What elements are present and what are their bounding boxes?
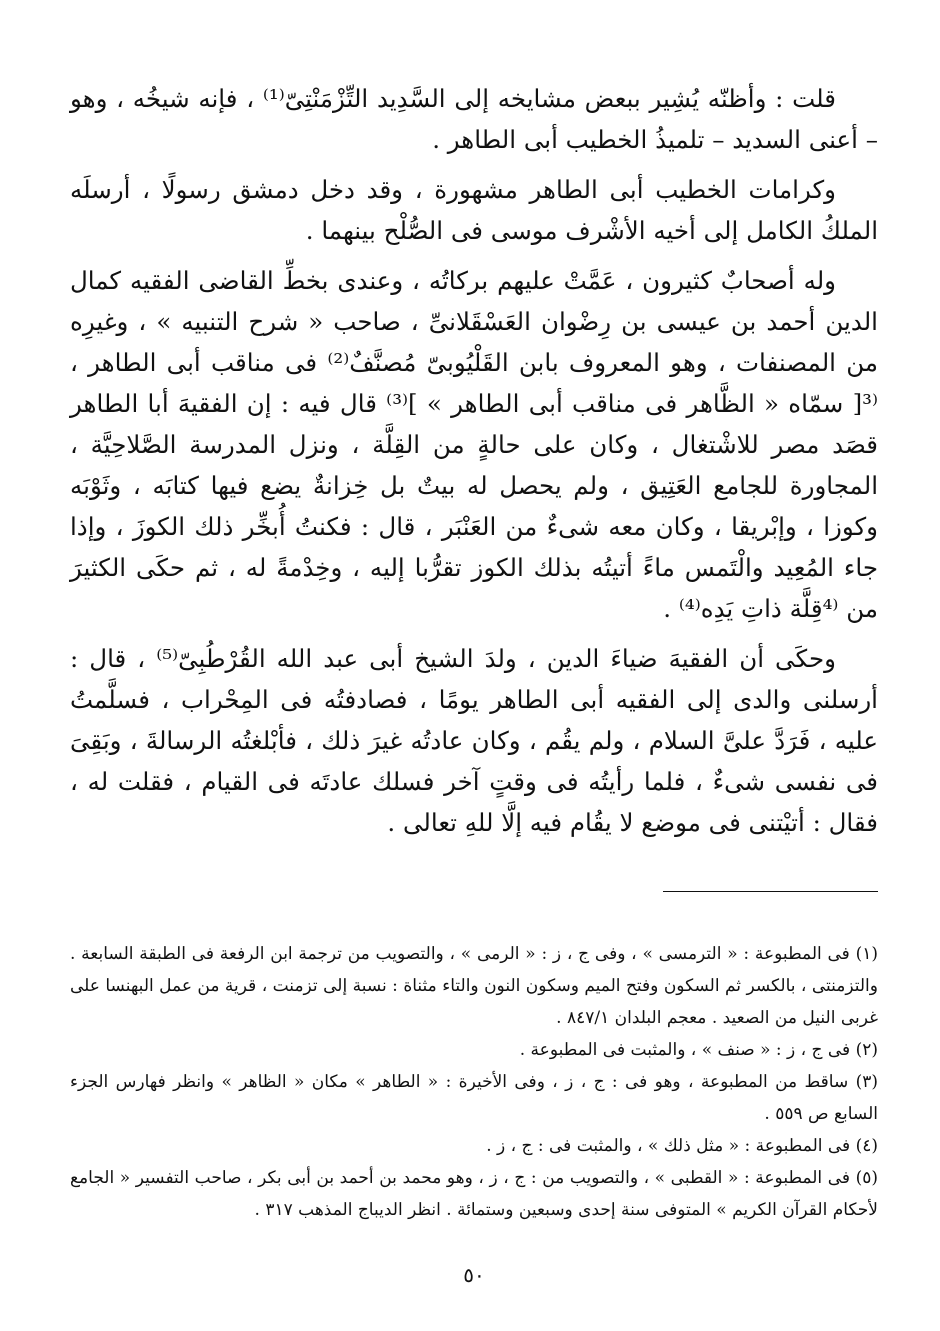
- footnote-3: (٣) ساقط من المطبوعة ، وهو فى : ج ، ز ، وفى الأخيرة : « الطاهر » مكان « الظاهر » وانظر فهارس الجزء السابع ص ٥٥٩ .: [70, 1072, 878, 1124]
- footnote-1: (١) فى المطبوعة : « الترمسى » ، وفى ج ، ز : « الرمى » ، والتصويب من ترجمة ابن الرفعة فى الطبقة السابعة . والتزمنتى ، بالكسر ثم السكون وفتح الميم وسكون النون والتاء مثناة : نسبة إلى تزمنت ، قرية من عمل البهنسا على غربى النيل من الصعيد . معجم البلدان ٨٤٧/١ .: [70, 944, 878, 1028]
- paragraph-1: قلت : وأظنّه يُشِير ببعض مشايخه إلى السَّدِيد التِّزْمَنْتِىّ⁽¹⁾ ، فإنه شيخُه ، وهو – أعنى السديد – تلميذُ الخطيب أبى الطاهر .: [70, 84, 878, 154]
- paragraph-2: وكرامات الخطيب أبى الطاهر مشهورة ، وقد دخل دمشق رسولًا ، أرسلَه الملكُ الكامل إلى أخيه الأشْرف موسى فى الصُّلْح بينهما .: [70, 175, 878, 245]
- main-text: [70, 78, 878, 843]
- footnote-2: (٢) فى ج ، ز : « صنف » ، والمثبت فى المطبوعة .: [519, 1040, 878, 1060]
- paragraph-3: وله أصحابٌ كثيرون ، عَمَّتْ عليهم بركاتُه ، وعندى بخطِّ القاضى الفقيه كمال الدين أحمد بن عيسى بن رِضْوان العَسْقَلانىِّ ، صاحب « شرح التنبيه » ، وغيرِه من المصنفات ، وهو المعروف بابن القَلْيُوبىّ مُصنَّفٌ⁽²⁾ فى مناقب أبى الطاهر ، ⁽³[ سمّاه « الظَّاهر فى مناقب أبى الطاهر » ]⁽³⁾ قال فيه : إن الفقيهَ أبا الطاهر قصَد مصر للاشْتغال ، وكان على حالةٍ من القِلَّة ، ونزل المدرسة الصَّلاحِيَّة ، المجاورة للجامع العَتِيق ، ولم يحصل له بيتٌ بل خِزانةٌ يضع فيها كتابَه ، وثَوْبَه وكوزا ، وإبْريقا ، وكان معه شىءٌ من العَنْبَر ، قال : فكنتُ أُبخِّر ذلك الكوزَ ، وإذا جاء المُعِيد والْتَمس ماءً أتيتُه بذلك الكوز تقرُّبا إليه ، وخِدْمةً له ، ثم حكَى الكثيرَ من ⁽⁴قِلَّة ذاتِ يَدِه⁽⁴⁾ .: [70, 266, 878, 623]
- footnote-4: (٤) فى المطبوعة : « مثل ذلك » ، والمثبت فى : ج ، ز .: [486, 1136, 878, 1156]
- page-number: ٥٠: [463, 1263, 485, 1287]
- book-page: [70, 78, 878, 1318]
- footnotes: [70, 938, 878, 1226]
- footnote-separator: [663, 891, 878, 892]
- footnote-5: (٥) فى المطبوعة : « القطبى » ، والتصويب من : ج ، ز ، وهو محمد بن أحمد بن أبى بكر ، صاحب التفسير « الجامع لأحكام القرآن الكريم » المتوفى سنة إحدى وسبعين وستمائة . انظر الديباج المذهب ٣١٧ .: [70, 1168, 878, 1220]
- paragraph-4: وحكَى أن الفقيهَ ضياءَ الدين ، ولدَ الشيخ أبى عبد الله القُرْطُبِىّ⁽⁵⁾ ، قال : أرسلنى والدى إلى الفقيه أبى الطاهر يومًا ، فصادفتُه فى المِحْراب ، فسلَّمتُ عليه ، فَرَدَّ علىَّ السلام ، ولم يقُم ، وكان عادتُه غيرَ ذلك ، فأبْلغتُه الرسالةَ ، وبَقِىَ فى نفسى شىءٌ ، فلما رأيتُه فى وقتٍ آخر فسلك عادتَه فى القيام ، فقلت له ، فقال : أتيْتنى فى موضع لا يقُام فيه إلَّا للهِ تعالى .: [70, 644, 878, 837]
